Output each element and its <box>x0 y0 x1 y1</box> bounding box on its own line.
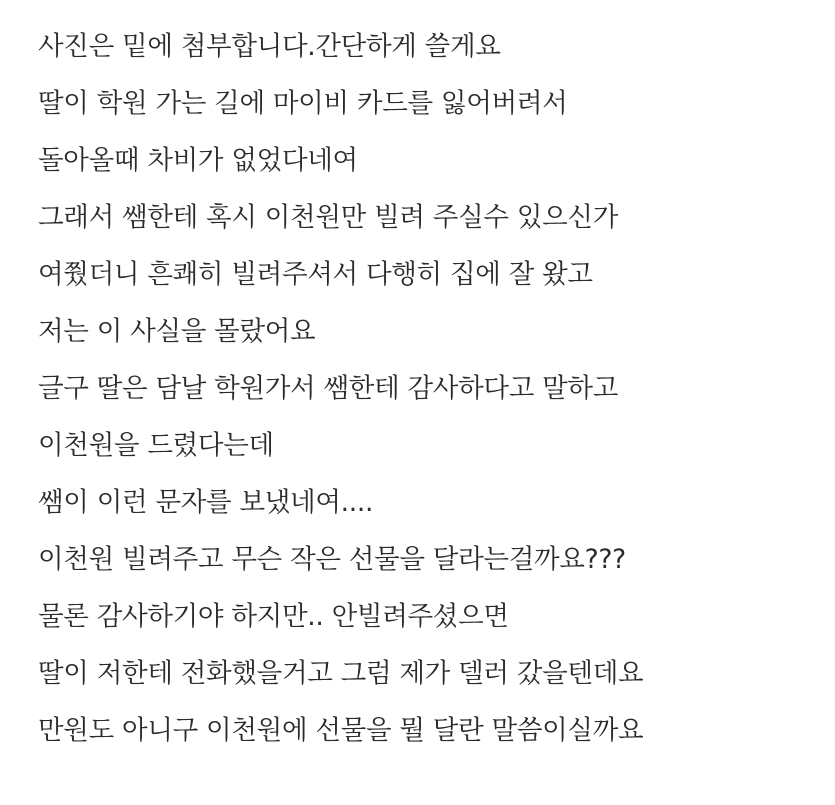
text-line: 여쭸더니 흔쾌히 빌려주셔서 다행히 집에 잘 왔고 <box>38 259 593 290</box>
post-text-body <box>38 18 801 759</box>
text-line: 딸이 학원 가는 길에 마이비 카드를 잃어버려서 <box>38 88 568 119</box>
text-line: 사진은 밑에 첨부합니다.간단하게 쓸게요 <box>38 31 501 62</box>
text-line: 저는 이 사실을 몰랐어요 <box>38 316 316 347</box>
text-line: 돌아올때 차비가 없었다네여 <box>38 145 358 176</box>
text-line: 만원도 아니구 이천원에 선물을 뭘 달란 말씀이실까요 <box>38 715 644 746</box>
text-line: 딸이 저한테 전화했을거고 그럼 제가 델러 갔을텐데요 <box>38 658 644 689</box>
text-line: 물론 감사하기야 하지만.. 안빌려주셨으면 <box>38 601 509 632</box>
text-line: 글구 딸은 담날 학원가서 쌤한테 감사하다고 말하고 <box>38 373 619 404</box>
text-line: 쌤이 이런 문자를 보냈네여.... <box>38 487 374 518</box>
text-line: 이천원을 드렸다는데 <box>38 430 274 461</box>
text-line: 이천원 빌려주고 무슨 작은 선물을 달라는걸까요??? <box>38 544 626 575</box>
text-line: 그래서 쌤한테 혹시 이천원만 빌려 주실수 있으신가 <box>38 202 619 233</box>
